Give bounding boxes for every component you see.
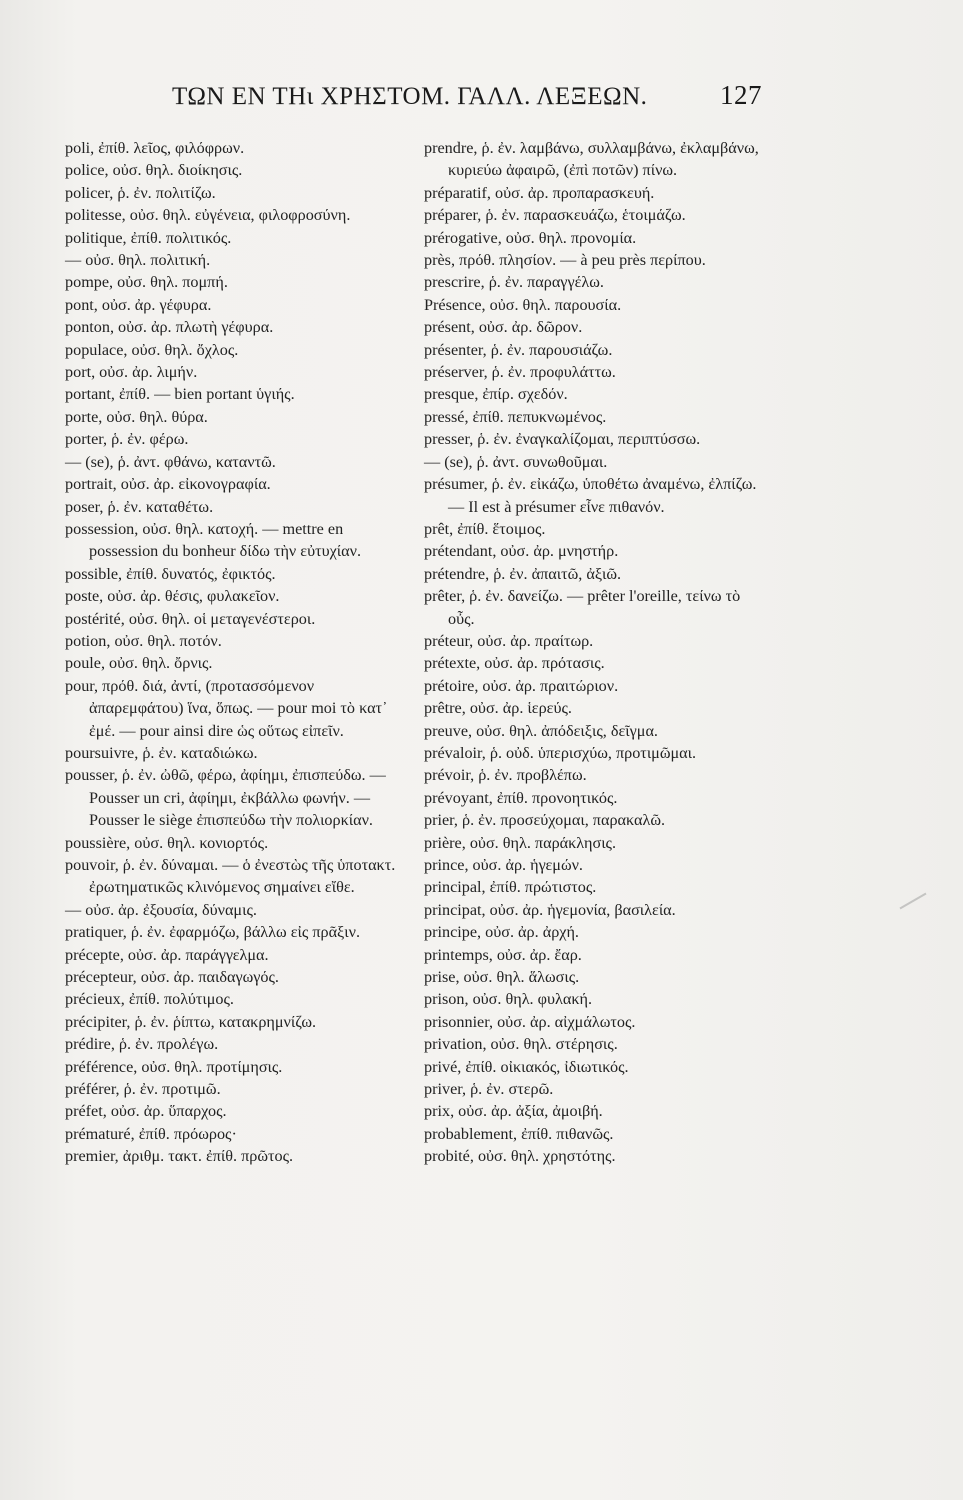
dictionary-entry: politesse, οὐσ. θηλ. εὐγένεια, φιλοφροσύνη.: [65, 206, 351, 225]
page-number: 127: [720, 80, 762, 110]
dictionary-entry: poursuivre, ῥ. ἐν. καταδιώκω.: [65, 743, 258, 762]
dictionary-entry: pressé, ἐπίθ. πεπυκνωμένος.: [424, 407, 607, 426]
dictionary-entry: prendre, ῥ. ἐν. λαμβάνω, συλλαμβάνω, ἐκλαμβάνω, κυριεύω ἀφαιρῶ, (ἐπὶ ποτῶν) πίνω.: [424, 139, 759, 180]
dictionary-entry: pousser, ῥ. ἐν. ὠθῶ, φέρω, ἀφίημι, ἐπισπεύδω. — Pousser un cri, ἀφίημι, ἐκβάλλω φωνήν. — Pousser le siège ἐπισπεύδω τὴν πολιορκίαν.: [65, 766, 386, 830]
dictionary-entry: prier, ῥ. ἐν. προσεύχομαι, παρακαλῶ.: [424, 811, 666, 830]
dictionary-entry: poli, ἐπίθ. λεῖος, φιλόφρων.: [65, 139, 245, 157]
dictionary-entry: porte, οὐσ. θηλ. θύρα.: [65, 407, 208, 426]
dictionary-entry: préférer, ῥ. ἐν. προτιμῶ.: [65, 1080, 221, 1099]
dictionary-entry: principal, ἐπίθ. πρώτιστος.: [424, 878, 597, 897]
dictionary-entry: préserver, ῥ. ἐν. προφυλάττω.: [424, 363, 616, 382]
dictionary-entry: prêter, ῥ. ἐν. δανείζω. — prêter l'oreille, τείνω τὸ οὖς.: [424, 587, 741, 628]
dictionary-entry: précipiter, ῥ. ἐν. ῥίπτω, κατακρημνίζω.: [65, 1012, 317, 1031]
dictionary-entry: privé, ἐπίθ. οἰκιακός, ἰδιωτικός.: [424, 1057, 629, 1076]
dictionary-entry: pont, οὐσ. ἀρ. γέφυρα.: [65, 295, 212, 314]
dictionary-entry: poste, οὐσ. ἀρ. θέσις, φυλακεῖον.: [65, 587, 280, 606]
dictionary-entry: précepte, οὐσ. ἀρ. παράγγελμα.: [65, 945, 269, 964]
dictionary-entry: preuve, οὐσ. θηλ. ἀπόδειξις, δεῖγμα.: [424, 721, 658, 740]
dictionary-entry: possession, οὐσ. θηλ. κατοχή. — mettre en possession du bonheur δίδω τὴν εὐτυχίαν.: [65, 519, 361, 561]
dictionary-entry: près, πρόθ. πλησίον. — à peu près περίπου.: [424, 251, 706, 270]
dictionary-entry: premier, ἀριθμ. τακτ. ἐπίθ. πρῶτος.: [65, 1147, 294, 1166]
dictionary-entry: prêtre, οὐσ. ἀρ. ἱερεύς.: [424, 699, 572, 718]
dictionary-entry: prêt, ἐπίθ. ἕτοιμος.: [424, 519, 546, 538]
dictionary-entry: principat, οὐσ. ἀρ. ἡγεμονία, βασιλεία.: [424, 900, 676, 919]
dictionary-entry: postérité, οὐσ. θηλ. οἱ μεταγενέστεροι.: [65, 609, 316, 628]
dictionary-entry: préteur, οὐσ. ἀρ. πραίτωρ.: [424, 631, 594, 650]
dictionary-entry: prix, οὐσ. ἀρ. ἀξία, ἀμοιβή.: [424, 1102, 603, 1121]
dictionary-entry: précepteur, οὐσ. ἀρ. παιδαγωγός.: [65, 968, 279, 987]
dictionary-entry: prévoir, ῥ. ἐν. προβλέπω.: [424, 766, 587, 785]
dictionary-entry: pour, πρόθ. διά, ἀντί, (προτασσόμενον ἀπαρεμφάτου) ἵνα, ὅπως. — pour moi τὸ κατ᾽ ἐμέ. — pour ainsi dire ὡς οὕτως εἰπεῖν.: [65, 676, 388, 740]
dictionary-entry: prématuré, ἐπίθ. πρόωρος·: [65, 1124, 237, 1143]
dictionary-entry: privation, οὐσ. θηλ. στέρησις.: [424, 1035, 618, 1054]
dictionary-entry: prisonnier, οὐσ. ἀρ. αἰχμάλωτος.: [424, 1012, 636, 1031]
dictionary-entry: pratiquer, ῥ. ἐν. ἐφαρμόζω, βάλλω εἰς πρᾶξιν.: [65, 923, 360, 942]
dictionary-entry: police, οὐσ. θηλ. διοίκησις.: [65, 161, 243, 180]
dictionary-entry: populace, οὐσ. θηλ. ὄχλος.: [65, 340, 239, 359]
dictionary-entry: prérogative, οὐσ. θηλ. προνομία.: [424, 228, 637, 247]
dictionary-entry: port, οὐσ. ἀρ. λιμήν.: [65, 363, 198, 382]
dictionary-entry: portrait, οὐσ. ἀρ. εἰκονογραφία.: [65, 475, 271, 494]
dictionary-entry: préparer, ῥ. ἐν. παρασκευάζω, ἑτοιμάζω.: [424, 206, 686, 225]
dictionary-entry: prévoyant, ἐπίθ. προνοητικός.: [424, 788, 618, 807]
left-column: [65, 137, 405, 1168]
dictionary-entry: poule, οὐσ. θηλ. ὄρνις.: [65, 654, 213, 673]
dictionary-entry: politique, ἐπίθ. πολιτικός.: [65, 228, 232, 247]
dictionary-entry: porter, ῥ. ἐν. φέρω.: [65, 430, 189, 449]
dictionary-entry: — (se), ῥ. ἀντ. φθάνω, καταντῶ.: [65, 452, 276, 471]
dictionary-entry: prédire, ῥ. ἐν. προλέγω.: [65, 1035, 219, 1054]
dictionary-entry: policer, ῥ. ἐν. πολιτίζω.: [65, 183, 216, 202]
dictionary-entry: prière, οὐσ. θηλ. παράκλησις.: [424, 833, 617, 852]
dictionary-entry: pouvoir, ῥ. ἐν. δύναμαι. — ὁ ἐνεστὼς τῆς ὑποτακτ. ἐρωτηματικῶς κλινόμενος σημαίνει εἴθε.: [65, 856, 396, 897]
dictionary-entry: potion, οὐσ. θηλ. ποτόν.: [65, 631, 222, 650]
dictionary-entry: ponton, οὐσ. ἀρ. πλωτὴ γέφυρα.: [65, 318, 274, 337]
dictionary-entry: probablement, ἐπίθ. πιθανῶς.: [424, 1124, 614, 1143]
dictionary-entry: précieux, ἐπίθ. πολύτιμος.: [65, 990, 234, 1009]
dictionary-entry: principe, οὐσ. ἀρ. ἀρχή.: [424, 923, 579, 942]
dictionary-entry: prétoire, οὐσ. ἀρ. πραιτώριον.: [424, 676, 619, 695]
dictionary-entry: prison, οὐσ. θηλ. φυλακή.: [424, 990, 593, 1009]
dictionary-entry: pompe, οὐσ. θηλ. πομπή.: [65, 273, 228, 292]
dictionary-entry: préfet, οὐσ. ἀρ. ὕπαρχος.: [65, 1102, 227, 1121]
dictionary-entry: possible, ἐπίθ. δυνατός, ἐφικτός.: [65, 564, 276, 583]
dictionary-entry: — (se), ῥ. ἀντ. συνωθοῦμαι.: [424, 452, 608, 471]
dictionary-entry: portant, ἐπίθ. — bien portant ὑγιής.: [65, 385, 295, 404]
dictionary-entry: présumer, ῥ. ἐν. εἰκάζω, ὑποθέτω ἀναμένω, ἐλπίζω. — Il est à présumer εἶνε πιθανόν.: [424, 475, 757, 516]
dictionary-entry: prince, οὐσ. ἀρ. ἡγεμών.: [424, 856, 583, 874]
dictionary-entry: prétexte, οὐσ. ἀρ. πρότασις.: [424, 654, 605, 673]
dictionary-entry: présenter, ῥ. ἐν. παρουσιάζω.: [424, 340, 613, 359]
dictionary-entry: presque, ἐπίρ. σχεδόν.: [424, 385, 568, 404]
dictionary-entry: prétendant, οὐσ. ἀρ. μνηστήρ.: [424, 542, 619, 561]
running-title: ΤΩΝ ΕΝ ΤΗι ΧΡΗΣΤΟΜ. ΓΑΛΛ. ΛΕΞΕΩΝ.: [172, 83, 648, 110]
dictionary-entry: printemps, οὐσ. ἀρ. ἔαρ.: [424, 945, 582, 964]
dictionary-entry: Présence, οὐσ. θηλ. παρουσία.: [424, 295, 622, 314]
dictionary-entry: présent, οὐσ. ἀρ. δῶρον.: [424, 318, 583, 337]
margin-mark: [900, 893, 927, 910]
dictionary-entry: poser, ῥ. ἐν. καταθέτω.: [65, 497, 214, 516]
dictionary-entry: priver, ῥ. ἐν. στερῶ.: [424, 1080, 554, 1099]
dictionary-entry: prévaloir, ῥ. οὐδ. ὑπερισχύω, προτιμῶμαι.: [424, 743, 697, 762]
dictionary-entry: prise, οὐσ. θηλ. ἅλωσις.: [424, 968, 580, 987]
dictionary-entry: — οὐσ. θηλ. πολιτική.: [65, 251, 211, 270]
running-header: [172, 80, 762, 111]
dictionary-entry: prescrire, ῥ. ἐν. παραγγέλω.: [424, 273, 604, 292]
dictionary-entry: préparatif, οὐσ. ἀρ. προπαρασκευή.: [424, 183, 655, 202]
dictionary-entry: probité, οὐσ. θηλ. χρηστότης.: [424, 1147, 616, 1166]
dictionary-entry: préférence, οὐσ. θηλ. προτίμησις.: [65, 1057, 283, 1076]
right-column: [424, 137, 769, 1168]
dictionary-entry: poussière, οὐσ. θηλ. κονιορτός.: [65, 833, 269, 852]
dictionary-entry: prétendre, ῥ. ἐν. ἀπαιτῶ, ἀξιῶ.: [424, 564, 622, 583]
dictionary-entry: presser, ῥ. ἐν. ἐναγκαλίζομαι, περιπτύσσω.: [424, 430, 701, 449]
dictionary-entry: — οὐσ. ἀρ. ἐξουσία, δύναμις.: [65, 900, 257, 919]
